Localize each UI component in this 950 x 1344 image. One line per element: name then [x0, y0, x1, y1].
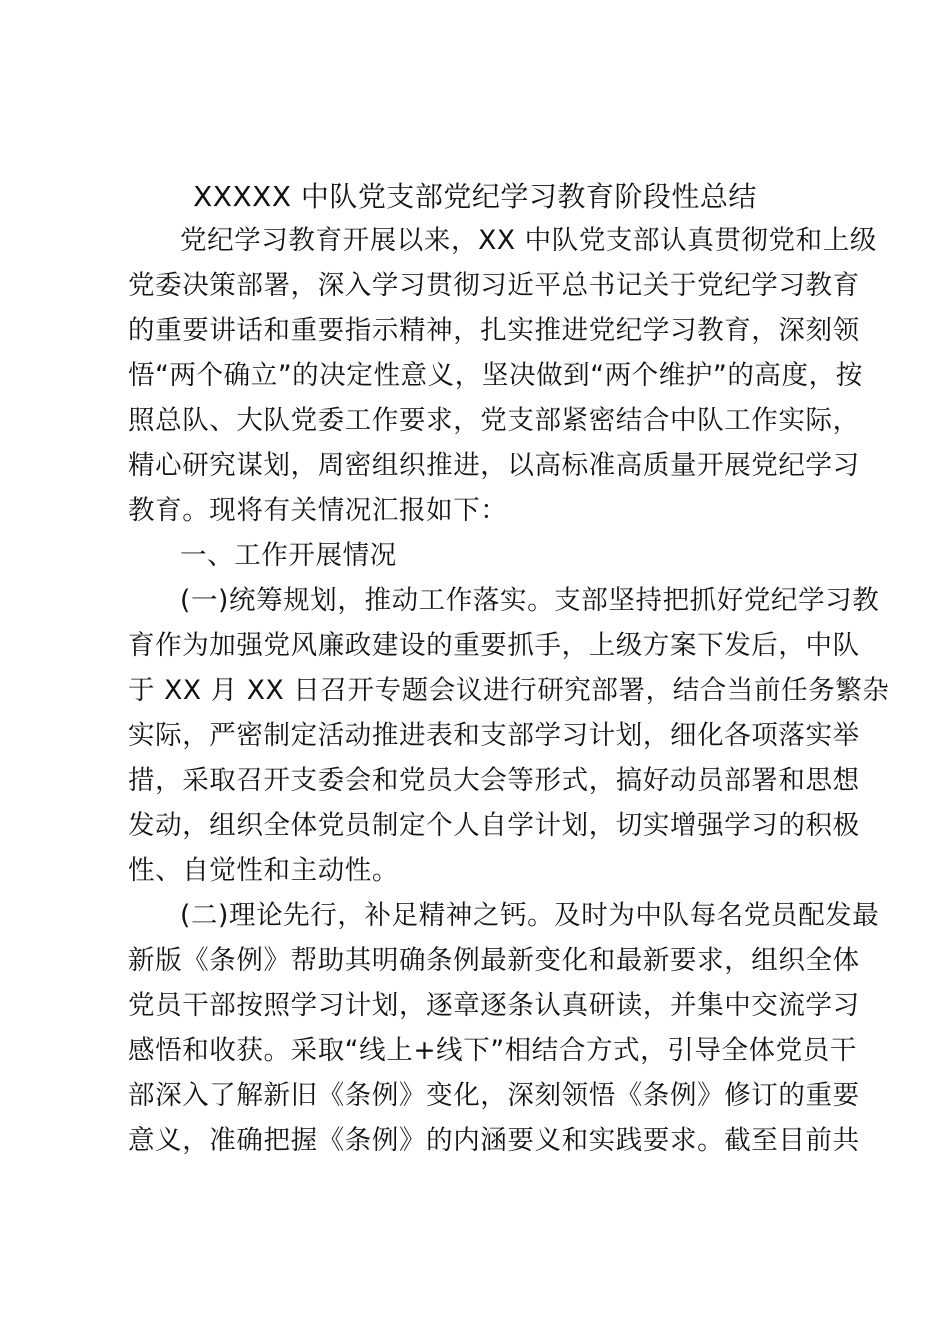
body-line: 新版《条例》帮助其明确条例最新变化和最新要求，组织全体	[128, 945, 860, 976]
body-line: 实际，严密制定活动推进表和支部学习计划，细化各项落实举	[128, 720, 860, 751]
document-title: XXXXX 中队党支部党纪学习教育阶段性总结	[193, 180, 757, 213]
body-line: 精心研究谋划，周密组织推进，以高标准高质量开展党纪学习	[128, 450, 860, 481]
body-line: 教育。现将有关情况汇报如下：	[128, 495, 508, 526]
body-line: 党纪学习教育开展以来，XX 中队党支部认真贯彻党和上级	[180, 225, 877, 256]
body-line: 育作为加强党风廉政建设的重要抓手，上级方案下发后，中队	[128, 630, 860, 661]
body-line: 意义，准确把握《条例》的内涵要义和实践要求。截至目前共	[128, 1125, 860, 1156]
body-line: 措，采取召开支委会和党员大会等形式，搞好动员部署和思想	[128, 765, 860, 796]
body-line: 性、自觉性和主动性。	[128, 855, 399, 886]
body-line: 发动，组织全体党员制定个人自学计划，切实增强学习的积极	[128, 810, 860, 841]
body-line: 照总队、大队党委工作要求，党支部紧密结合中队工作实际，	[128, 405, 860, 436]
body-line: 部深入了解新旧《条例》变化，深刻领悟《条例》修订的重要	[128, 1080, 860, 1111]
body-line: 悟“两个确立”的决定性意义，坚决做到“两个维护”的高度，按	[128, 360, 863, 391]
body-line: 党员干部按照学习计划，逐章逐条认真研读，并集中交流学习	[128, 990, 860, 1021]
body-line: (二)理论先行，补足精神之钙。及时为中队每名党员配发最	[180, 900, 880, 931]
section-heading: 一、工作开展情况	[180, 540, 397, 571]
body-line: 的重要讲话和重要指示精神，扎实推进党纪学习教育，深刻领	[128, 315, 860, 346]
body-line: 党委决策部署，深入学习贯彻习近平总书记关于党纪学习教育	[128, 270, 860, 301]
body-line: 于 XX 月 XX 日召开专题会议进行研究部署，结合当前任务繁杂	[128, 675, 890, 706]
body-line: 感悟和收获。采取“线上+线下”相结合方式，引导全体党员干	[128, 1035, 857, 1066]
body-line: (一)统筹规划，推动工作落实。支部坚持把抓好党纪学习教	[180, 585, 880, 616]
